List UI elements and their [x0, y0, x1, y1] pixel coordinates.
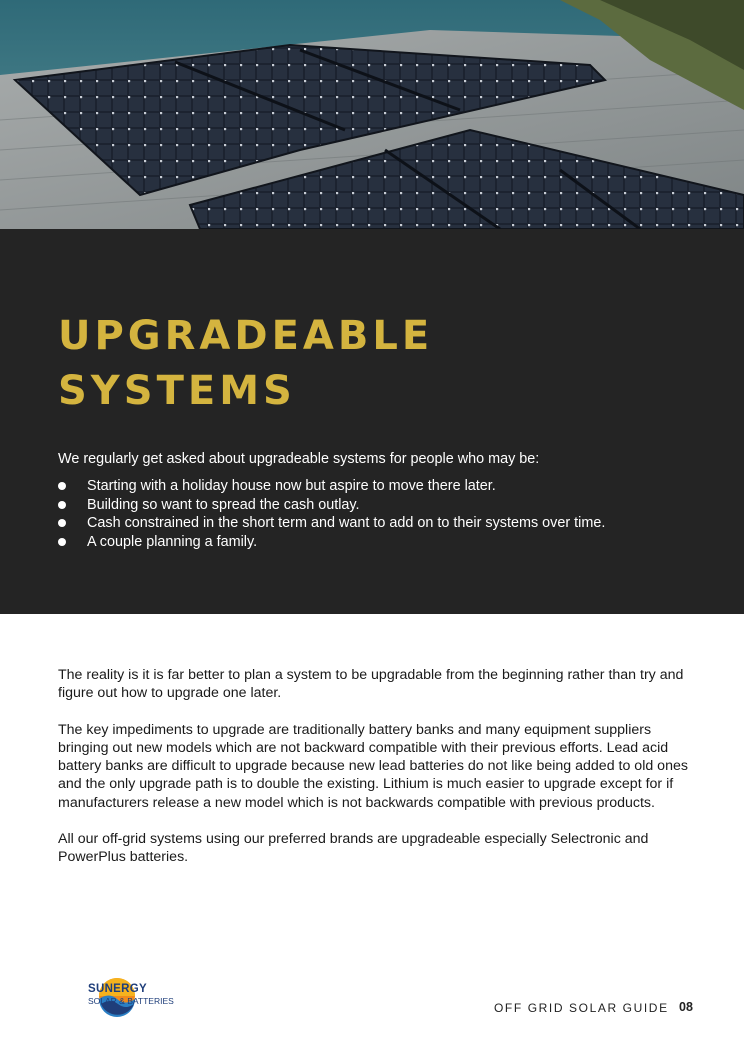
hero-photo — [0, 0, 744, 229]
brand-name: SUNERGY — [88, 983, 147, 995]
dark-feature-band — [0, 229, 744, 614]
guide-title: OFF GRID SOLAR GUIDE — [494, 1001, 669, 1015]
brand-tagline: SOLAR & BATTERIES — [88, 996, 174, 1006]
body-copy — [58, 666, 698, 885]
bullet-text: A couple planning a family. — [87, 533, 258, 550]
bullet-dot-icon — [58, 501, 66, 509]
solar-roof-illustration — [0, 0, 744, 229]
bullet-dot-icon — [58, 538, 66, 546]
bullet-text: Starting with a holiday house now but aspire to move there later. — [87, 478, 496, 494]
bullet-item — [58, 496, 605, 515]
body-paragraph: The key impediments to upgrade are traditionally battery banks and many equipment suppliers bringing out new models which are not backward compatible with their previous efforts. Lead acid battery banks are difficult to upgrade because new lead batteries do not like being added to old ones and the only upgrade path is to double the existing. Lithium is much easier to upgrade except for if manufacturers release a new model which is not backwards compatible with previous products. — [58, 721, 688, 811]
bullet-text: Cash constrained in the short term and want to add on to their systems over time. — [87, 515, 606, 531]
body-paragraph: All our off-grid systems using our preferred brands are upgradeable especially Selectronic and PowerPlus batteries. — [58, 831, 649, 866]
bullet-dot-icon — [58, 519, 66, 527]
bullet-list — [58, 477, 605, 551]
bullet-item — [58, 514, 605, 533]
title-line-2: SYSTEMS — [58, 368, 296, 414]
intro-text: We regularly get asked about upgradeable systems for people who may be: — [58, 451, 540, 467]
title-line-1: UPGRADEABLE — [58, 313, 434, 359]
section-title — [58, 309, 433, 419]
bullet-item — [58, 477, 605, 496]
bullet-dot-icon — [58, 482, 66, 490]
page-number: 08 — [679, 1000, 693, 1014]
body-paragraph: The reality is it is far better to plan a system to be upgradable from the beginning rather than try and figure out how to upgrade one later. — [58, 667, 684, 702]
bullet-item — [58, 533, 605, 552]
bullet-text: Building so want to spread the cash outlay. — [87, 496, 360, 513]
